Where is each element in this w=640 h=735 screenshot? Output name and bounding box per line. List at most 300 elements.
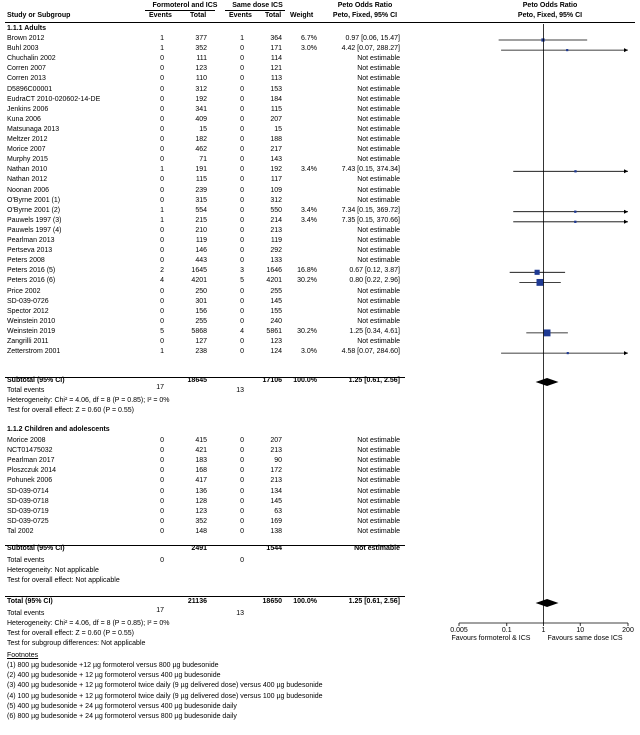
group1-total: 182 xyxy=(195,136,207,143)
group1-events: 0 xyxy=(160,457,164,465)
group2-total: 143 xyxy=(270,156,282,164)
footnote-item: (5) 400 µg budesonide + 24 µg formoterol versus 400 µg budesonide daily xyxy=(7,702,237,710)
group1-total: 115 xyxy=(195,176,207,184)
weight-header: Weight xyxy=(290,12,314,19)
group2-events: 0 xyxy=(240,477,244,485)
effect-title-header: Peto Odds Ratio xyxy=(337,2,393,9)
study-ci: Not estimable xyxy=(357,55,400,63)
children-total-events-g2: 0 xyxy=(240,557,244,564)
group2-total: 207 xyxy=(270,437,282,444)
group1-events: 0 xyxy=(160,287,164,295)
footnote-item: (6) 800 µg budesonide + 24 µg formoterol versus 800 µg budesonide daily xyxy=(7,713,237,720)
total-n2: 18650 xyxy=(262,598,282,605)
group1-events: 0 xyxy=(160,447,164,455)
group2-total: 117 xyxy=(270,176,282,184)
pooled-diamond xyxy=(536,599,559,607)
group2-total: 153 xyxy=(270,85,282,93)
group2-events: 0 xyxy=(240,85,244,93)
group1-events: 0 xyxy=(160,226,164,234)
group1-events: 0 xyxy=(160,497,164,505)
study-weight: 3.0% xyxy=(301,45,317,53)
group2-events: 0 xyxy=(240,348,244,356)
group1-events: 0 xyxy=(160,125,164,133)
group1-total: 183 xyxy=(195,457,207,465)
study-name: Morice 2008 xyxy=(7,437,46,444)
study-marker xyxy=(537,279,544,286)
group2-total: 292 xyxy=(270,247,282,255)
group2-events: 0 xyxy=(240,247,244,255)
subgroup-differences: Test for subgroup differences: Not applicable xyxy=(7,640,146,647)
group2-total: 312 xyxy=(270,196,282,204)
group1-total: 239 xyxy=(195,186,207,194)
study-name: SD-039-0714 xyxy=(7,487,49,495)
subtotal-n1: 18645 xyxy=(187,377,207,384)
group2-total: 115 xyxy=(270,105,282,113)
group1-total: 148 xyxy=(195,527,207,535)
group2-events: 0 xyxy=(240,55,244,63)
footnote-item: (2) 400 µg budesonide + 12 µg formoterol versus 400 µg budesonide xyxy=(7,672,221,680)
total-overall-effect: Test for overall effect: Z = 0.60 (P = 0.55) xyxy=(7,630,134,637)
ci-arrow xyxy=(624,210,628,214)
study-marker xyxy=(535,270,540,275)
group2-events-header: Events xyxy=(229,12,252,19)
effect-method-header: Peto, Fixed, 95% CI xyxy=(332,12,398,19)
study-name: Brown 2012 xyxy=(7,35,45,42)
study-ci: Not estimable xyxy=(357,307,400,315)
study-name: SD-039-0726 xyxy=(7,297,49,305)
study-weight: 30.2% xyxy=(297,277,317,285)
group2-events: 0 xyxy=(240,105,244,113)
study-ci: 1.25 [0.34, 4.61] xyxy=(349,327,400,335)
group2-events: 0 xyxy=(240,125,244,133)
group1-total: 255 xyxy=(195,317,207,325)
group1-events: 0 xyxy=(160,196,164,204)
section-title-adults: 1.1.1 Adults xyxy=(7,25,47,32)
study-name: Murphy 2015 xyxy=(7,156,48,164)
group1-events: 0 xyxy=(160,146,164,154)
subtotal-label: Subtotal (95% CI) xyxy=(7,545,65,552)
group1-events: 0 xyxy=(160,257,164,265)
group1-total: 110 xyxy=(195,75,207,83)
study-ci: Not estimable xyxy=(357,237,400,244)
group2-events: 0 xyxy=(240,65,244,73)
group2-events: 0 xyxy=(240,307,244,315)
group1-total: 250 xyxy=(195,287,207,295)
study-ci: Not estimable xyxy=(357,146,400,154)
x-tick-label: 0.005 xyxy=(450,627,468,634)
study-ci: Not estimable xyxy=(357,297,400,305)
study-ci: Not estimable xyxy=(357,477,400,485)
adults-overall-effect: Test for overall effect: Z = 0.60 (P = 0.55) xyxy=(7,407,134,414)
study-name: Nathan 2010 xyxy=(7,166,48,174)
subtotal-n2: 17106 xyxy=(262,377,282,384)
study-ci: Not estimable xyxy=(357,487,400,495)
study-name: Pearlman 2017 xyxy=(7,457,55,465)
group1-total: 301 xyxy=(195,297,207,305)
group1-events: 0 xyxy=(160,85,164,93)
subtotal-weight: 100.0% xyxy=(293,377,317,384)
group2-total: 255 xyxy=(270,287,282,295)
group2-total: 113 xyxy=(270,75,282,83)
study-ci: 7.34 [0.15, 369.72] xyxy=(341,206,400,214)
group1-total: 417 xyxy=(195,477,207,485)
group1-events: 0 xyxy=(160,517,164,525)
subtotal-n2: 1544 xyxy=(266,545,282,552)
group1-total: 146 xyxy=(195,247,207,255)
study-ci: Not estimable xyxy=(357,186,400,194)
group2-total: 207 xyxy=(270,115,282,123)
group1-total: 136 xyxy=(195,487,207,495)
group1-total: 210 xyxy=(195,226,207,234)
study-name: Peters 2016 (5) xyxy=(7,267,56,275)
study-marker xyxy=(541,38,544,41)
group1-events: 1 xyxy=(160,348,164,356)
children-overall-effect: Test for overall effect: Not applicable xyxy=(7,577,120,584)
group1-total: 377 xyxy=(195,35,207,42)
study-ci: 4.42 [0.07, 288.27] xyxy=(341,45,400,53)
group2-total: 192 xyxy=(270,166,282,174)
footnote-item: (1) 800 µg budesonide +12 µg formoterol versus 800 µg budesonide xyxy=(7,662,219,669)
group1-total: 128 xyxy=(195,497,207,505)
study-name: O'Byrne 2001 (1) xyxy=(7,196,61,204)
children-heterogeneity: Heterogeneity: Not applicable xyxy=(7,567,99,574)
group2-header: Same dose ICS xyxy=(232,2,283,9)
group2-total: 240 xyxy=(270,317,282,325)
study-ci: Not estimable xyxy=(357,125,400,133)
group2-total: 213 xyxy=(270,226,282,234)
group2-events: 0 xyxy=(240,226,244,234)
group1-total: 421 xyxy=(195,447,207,455)
group1-total: 554 xyxy=(195,206,207,214)
group2-events: 0 xyxy=(240,45,244,53)
group2-events: 0 xyxy=(240,287,244,295)
study-ci: Not estimable xyxy=(357,115,400,123)
group2-total-header: Total xyxy=(265,12,282,19)
group1-events: 4 xyxy=(160,277,164,285)
study-marker xyxy=(574,170,576,172)
study-name: Weinstein 2010 xyxy=(7,317,56,325)
study-weight: 3.0% xyxy=(301,348,317,356)
group1-total: 119 xyxy=(195,237,207,244)
subtotal-n1: 2491 xyxy=(191,545,207,552)
x-label-right: Favours same dose ICS xyxy=(547,635,623,642)
group1-events: 0 xyxy=(160,338,164,345)
total-n1: 21136 xyxy=(187,598,207,605)
group2-events: 0 xyxy=(240,156,244,164)
group2-events: 0 xyxy=(240,237,244,244)
group1-events: 0 xyxy=(160,186,164,194)
group1-total: 409 xyxy=(195,115,207,123)
study-name: Corren 2007 xyxy=(7,65,46,73)
study-name: Ploszczuk 2014 xyxy=(7,467,57,475)
group1-events: 0 xyxy=(160,65,164,73)
study-marker xyxy=(567,352,569,354)
study-weight: 3.4% xyxy=(301,166,317,174)
study-name: Price 2002 xyxy=(7,287,41,295)
study-ci: Not estimable xyxy=(357,457,400,465)
study-ci: 7.35 [0.15, 370.66] xyxy=(341,216,400,224)
group1-total: 238 xyxy=(195,348,207,356)
study-ci: Not estimable xyxy=(357,338,400,345)
group2-total: 133 xyxy=(270,257,282,265)
study-ci: Not estimable xyxy=(357,287,400,295)
group2-total: 184 xyxy=(270,95,282,103)
study-name: Tal 2002 xyxy=(7,527,34,535)
group2-total: 1646 xyxy=(266,267,282,275)
study-weight: 3.4% xyxy=(301,216,317,224)
study-name: Pauwels 1997 (4) xyxy=(7,226,62,234)
group2-events: 0 xyxy=(240,176,244,184)
study-name: D5896C00001 xyxy=(7,85,53,93)
group2-total: 134 xyxy=(270,487,282,495)
group1-events: 1 xyxy=(160,206,164,214)
group2-events: 1 xyxy=(240,35,244,42)
group2-total: 119 xyxy=(270,237,282,244)
study-ci: 4.58 [0.07, 284.60] xyxy=(341,348,400,356)
study-name: Pauwels 1997 (3) xyxy=(7,216,62,224)
group1-total: 312 xyxy=(195,85,207,93)
footnote-item: (3) 400 µg budesonide + 12 µg formoterol twice daily (9 µg delivered dose) versus 400 µg budesonide xyxy=(7,682,323,690)
group2-total: 5861 xyxy=(266,327,282,335)
group2-events: 0 xyxy=(240,437,244,444)
group2-total: 109 xyxy=(270,186,282,194)
study-name: SD-039-0725 xyxy=(7,517,49,525)
section-title-children: 1.1.2 Children and adolescents xyxy=(7,426,110,433)
group1-total: 443 xyxy=(195,257,207,265)
group2-total: 145 xyxy=(270,497,282,505)
footnotes-title: Footnotes xyxy=(7,652,39,659)
group1-events: 0 xyxy=(160,105,164,113)
ci-arrow xyxy=(624,351,628,355)
subtotal-ci: 1.25 [0.61, 2.56] xyxy=(348,377,400,384)
x-tick-label: 200 xyxy=(622,627,634,634)
group2-events: 0 xyxy=(240,166,244,174)
group1-events: 0 xyxy=(160,237,164,244)
group1-events: 0 xyxy=(160,136,164,143)
group2-total: 124 xyxy=(270,348,282,356)
plot-method-header: Peto, Fixed, 95% CI xyxy=(517,12,583,19)
ci-arrow xyxy=(624,220,628,224)
group1-events: 2 xyxy=(160,267,164,275)
ci-arrow xyxy=(624,48,628,52)
group2-events: 0 xyxy=(240,317,244,325)
study-name: Zangrilli 2011 xyxy=(7,338,49,345)
study-name: Nathan 2012 xyxy=(7,176,48,184)
study-ci: Not estimable xyxy=(357,156,400,164)
group2-events: 0 xyxy=(240,115,244,123)
total-heterogeneity: Heterogeneity: Chi² = 4.06, df = 8 (P = 0.85); I² = 0% xyxy=(7,620,170,627)
group1-events: 0 xyxy=(160,317,164,325)
group2-events: 0 xyxy=(240,136,244,143)
group1-events: 0 xyxy=(160,115,164,123)
study-marker xyxy=(574,211,576,213)
group2-total: 155 xyxy=(270,307,282,315)
study-ci: Not estimable xyxy=(357,85,400,93)
study-ci: Not estimable xyxy=(357,467,400,475)
group1-header: Formoterol and ICS xyxy=(152,2,218,9)
group1-total: 1645 xyxy=(191,267,207,275)
study-ci: Not estimable xyxy=(357,226,400,234)
group1-events: 0 xyxy=(160,176,164,184)
study-name: SD-039-0719 xyxy=(7,507,49,515)
group2-total: 364 xyxy=(270,35,282,42)
group2-events: 0 xyxy=(240,95,244,103)
group2-events: 0 xyxy=(240,497,244,505)
pooled-diamond xyxy=(536,378,559,386)
group1-events: 0 xyxy=(160,477,164,485)
group2-events: 0 xyxy=(240,206,244,214)
group2-events: 0 xyxy=(240,487,244,495)
group1-total: 168 xyxy=(195,467,207,475)
study-name: Buhl 2003 xyxy=(7,45,39,53)
study-ci: Not estimable xyxy=(357,527,400,535)
study-ci: Not estimable xyxy=(357,176,400,184)
group2-total: 123 xyxy=(270,338,282,345)
study-ci: Not estimable xyxy=(357,75,400,83)
group1-events: 5 xyxy=(160,327,164,335)
group1-events: 0 xyxy=(160,55,164,63)
group1-total: 191 xyxy=(195,166,207,174)
study-name: SD-039-0718 xyxy=(7,497,49,505)
study-weight: 3.4% xyxy=(301,206,317,214)
group1-total: 4201 xyxy=(191,277,207,285)
adults-total-events-g1: 17 xyxy=(156,384,164,391)
group1-events: 1 xyxy=(160,35,164,42)
group2-total: 114 xyxy=(270,55,282,63)
total-events-g2: 13 xyxy=(236,610,244,617)
group1-total: 192 xyxy=(195,95,207,103)
group2-total: 145 xyxy=(270,297,282,305)
group1-total: 352 xyxy=(195,517,207,525)
group2-events: 0 xyxy=(240,75,244,83)
group1-total: 156 xyxy=(195,307,207,315)
group2-total: 172 xyxy=(270,467,282,475)
study-ci: Not estimable xyxy=(357,65,400,73)
group1-total: 315 xyxy=(195,196,207,204)
study-name: Meltzer 2012 xyxy=(7,136,48,143)
group1-total: 341 xyxy=(195,105,207,113)
group1-events-header: Events xyxy=(149,12,172,19)
group2-events: 0 xyxy=(240,216,244,224)
group1-events: 0 xyxy=(160,247,164,255)
group2-events: 3 xyxy=(240,267,244,275)
group1-events: 0 xyxy=(160,156,164,164)
study-name: O'Byrne 2001 (2) xyxy=(7,206,61,214)
children-total-events-g1: 0 xyxy=(160,557,164,564)
group1-total: 15 xyxy=(199,125,207,133)
group2-total: 188 xyxy=(270,136,282,143)
group1-total: 215 xyxy=(195,216,207,224)
group2-events: 5 xyxy=(240,277,244,285)
group2-total: 213 xyxy=(270,477,282,485)
group1-total: 352 xyxy=(195,45,207,53)
x-tick-label: 1 xyxy=(541,627,546,634)
total-events-g1: 17 xyxy=(156,607,164,614)
group1-events: 0 xyxy=(160,297,164,305)
study-name: Noonan 2006 xyxy=(7,186,50,194)
study-marker xyxy=(544,329,551,336)
study-name: Kuna 2006 xyxy=(7,115,41,123)
children-total-events-label: Total events xyxy=(7,557,45,564)
study-ci: 0.80 [0.22, 2.96] xyxy=(349,277,400,285)
group2-total: 138 xyxy=(270,527,282,535)
study-ci: Not estimable xyxy=(357,247,400,255)
study-ci: Not estimable xyxy=(357,507,400,515)
study-name: Pearlman 2013 xyxy=(7,237,55,244)
study-ci: 7.43 [0.15, 374.34] xyxy=(341,166,400,174)
study-ci: Not estimable xyxy=(357,95,400,103)
group1-events: 0 xyxy=(160,487,164,495)
study-ci: Not estimable xyxy=(357,317,400,325)
study-ci: 0.67 [0.12, 3.87] xyxy=(349,267,400,275)
study-column-header: Study or Subgroup xyxy=(7,12,71,19)
group2-events: 0 xyxy=(240,196,244,204)
group1-total: 415 xyxy=(195,437,207,444)
group2-total: 169 xyxy=(270,517,282,525)
study-marker xyxy=(574,221,576,223)
study-ci: Not estimable xyxy=(357,105,400,113)
group2-total: 63 xyxy=(274,507,282,515)
group1-events: 0 xyxy=(160,95,164,103)
group1-total: 5868 xyxy=(191,327,207,335)
group2-events: 0 xyxy=(240,297,244,305)
study-ci: Not estimable xyxy=(357,517,400,525)
group2-events: 0 xyxy=(240,457,244,465)
study-ci: Not estimable xyxy=(357,257,400,265)
group1-total: 462 xyxy=(195,146,207,154)
group2-total: 4201 xyxy=(266,277,282,285)
group1-events: 1 xyxy=(160,166,164,174)
study-ci: Not estimable xyxy=(357,136,400,143)
group1-total: 71 xyxy=(199,156,207,164)
subtotal-label: Subtotal (95% CI) xyxy=(7,377,65,384)
group2-total: 214 xyxy=(270,216,282,224)
group2-total: 90 xyxy=(274,457,282,465)
group1-events: 0 xyxy=(160,437,164,444)
study-name: EudraCT 2010-020602-14-DE xyxy=(7,95,101,103)
group2-events: 0 xyxy=(240,467,244,475)
group2-events: 0 xyxy=(240,527,244,535)
group2-events: 0 xyxy=(240,146,244,154)
group2-events: 0 xyxy=(240,517,244,525)
group1-events: 1 xyxy=(160,216,164,224)
group1-total-header: Total xyxy=(190,12,207,19)
adults-total-events-g2: 13 xyxy=(236,387,244,394)
group1-total: 123 xyxy=(195,65,207,73)
adults-heterogeneity: Heterogeneity: Chi² = 4.06, df = 8 (P = 0.85); I² = 0% xyxy=(7,397,170,404)
x-tick-label: 0.1 xyxy=(501,627,512,634)
group1-events: 0 xyxy=(160,467,164,475)
group2-total: 213 xyxy=(270,447,282,455)
study-ci: Not estimable xyxy=(357,437,400,444)
x-tick-label: 10 xyxy=(576,627,585,634)
study-name: Chuchalin 2002 xyxy=(7,55,56,63)
study-weight: 16.8% xyxy=(297,267,317,275)
x-label-left: Favours formoterol & ICS xyxy=(451,635,531,642)
study-name: Pohunek 2006 xyxy=(7,477,53,485)
study-ci: Not estimable xyxy=(357,196,400,204)
group1-events: 0 xyxy=(160,75,164,83)
group2-events: 4 xyxy=(240,327,244,335)
study-name: Matsunaga 2013 xyxy=(7,125,60,133)
study-name: Pertseva 2013 xyxy=(7,247,53,255)
study-marker xyxy=(566,49,568,51)
adults-total-events-label: Total events xyxy=(7,387,45,394)
group2-events: 0 xyxy=(240,186,244,194)
study-name: Peters 2016 (6) xyxy=(7,277,56,285)
study-name: Weinstein 2019 xyxy=(7,327,56,335)
ci-arrow xyxy=(624,169,628,173)
